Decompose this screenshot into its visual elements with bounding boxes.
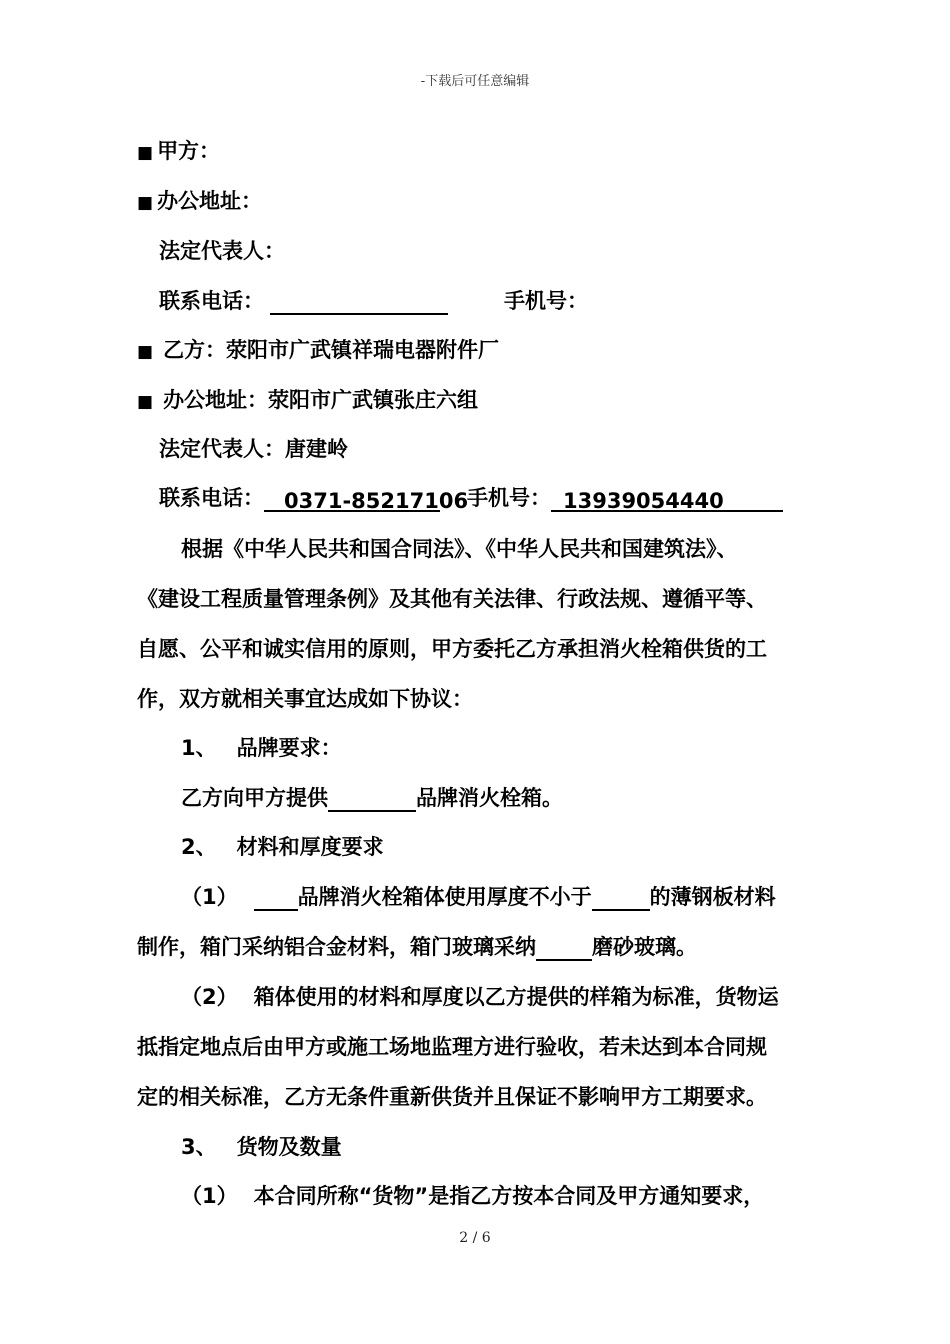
party-b-mobile-value: 13939054440 — [551, 487, 783, 512]
intro-line-1: 根据《中华人民共和国合同法》、《中华人民共和国建筑法》、 — [181, 537, 738, 561]
party-a-rep: 法定代表人： — [159, 239, 285, 263]
section-1-title: 品牌要求： — [236, 736, 342, 760]
square-bullet-icon: ■ — [137, 193, 154, 213]
section-2-p1-c: 制作，箱门采纳铝合金材料，箱门玻璃采纳 — [137, 935, 536, 959]
section-1-text — [181, 784, 563, 812]
intro-line-4: 作，双方就相关事宜达成如下协议： — [137, 687, 473, 711]
square-bullet-icon: ■ — [137, 342, 154, 362]
brand-blank-2 — [254, 884, 298, 911]
section-2-heading — [181, 833, 384, 861]
thickness-blank — [592, 884, 650, 911]
section-2-p2-line-3: 定的相关标准，乙方无条件重新供货并且保证不影响甲方工期要求。 — [137, 1085, 767, 1109]
section-1-text-a: 乙方向甲方提供 — [181, 786, 328, 810]
section-3-p1-line — [181, 1182, 764, 1210]
party-b-phone-value: 0371-85217106 — [264, 487, 440, 512]
section-2-p2-text-1: 箱体使用的材料和厚度以乙方提供的样箱为标准，货物运 — [253, 985, 779, 1009]
party-b-phone-line — [159, 484, 783, 512]
party-b-address-line — [137, 386, 478, 416]
party-b-phone-label: 联系电话： — [159, 486, 264, 510]
section-2-p1-d: 磨砂玻璃。 — [592, 935, 697, 959]
party-a-mobile-label: 手机号： — [504, 289, 588, 313]
brand-blank — [328, 785, 416, 812]
section-2-p1-line-2 — [137, 933, 697, 961]
section-3-title: 货物及数量 — [236, 1135, 342, 1159]
section-2-p2-number: （2） — [181, 985, 238, 1009]
section-3-p1-number: （1） — [181, 1184, 238, 1208]
intro-line-2: 《建设工程质量管理条例》及其他有关法律、行政法规、遵循平等、 — [137, 587, 767, 611]
party-b-mobile-label: 手机号： — [467, 486, 551, 510]
section-3-p1-text: 本合同所称“货物”是指乙方按本合同及甲方通知要求， — [253, 1184, 765, 1208]
section-3-number: 3、 — [181, 1135, 217, 1159]
party-b-address: 办公地址：荥阳市广武镇张庄六组 — [163, 388, 479, 412]
section-1-text-b: 品牌消火栓箱。 — [416, 786, 563, 810]
party-b-label: 乙方：荥阳市广武镇祥瑞电器附件厂 — [163, 338, 500, 362]
square-bullet-icon: ■ — [137, 392, 154, 412]
party-a-phone-line — [159, 287, 588, 315]
square-bullet-icon: ■ — [137, 143, 154, 163]
party-b-line — [137, 336, 499, 366]
section-2-p1-b: 的薄钢板材料 — [649, 885, 776, 909]
section-2-number: 2、 — [181, 835, 217, 859]
section-2-p1-a: 品牌消火栓箱体使用厚度不小于 — [297, 885, 592, 909]
section-1-number: 1、 — [181, 736, 217, 760]
party-b-rep: 法定代表人：唐建岭 — [159, 437, 348, 461]
glass-blank — [536, 934, 592, 961]
party-a-phone-blank — [270, 288, 448, 315]
section-3-heading — [181, 1133, 342, 1161]
intro-line-3: 自愿、公平和诚实信用的原则，甲方委托乙方承担消火栓箱供货的工 — [137, 637, 767, 661]
section-2-title: 材料和厚度要求 — [236, 835, 384, 859]
section-1-heading — [181, 734, 342, 762]
section-2-p2-line-2: 抵指定地点后由甲方或施工场地监理方进行验收，若未达到本合同规 — [137, 1035, 767, 1059]
party-a-address-label: 办公地址： — [157, 189, 263, 213]
page-header: -下载后可任意编辑 — [420, 74, 530, 89]
party-a-phone-label: 联系电话： — [159, 289, 264, 313]
section-2-p2-line-1 — [181, 983, 779, 1011]
section-2-p1-number: （1） — [181, 885, 238, 909]
page-number: 2 / 6 — [459, 1230, 491, 1246]
party-a-label: 甲方： — [157, 139, 221, 163]
section-2-p1-line-1 — [181, 883, 776, 911]
party-a-line — [137, 137, 220, 167]
party-a-address-line — [137, 187, 262, 217]
